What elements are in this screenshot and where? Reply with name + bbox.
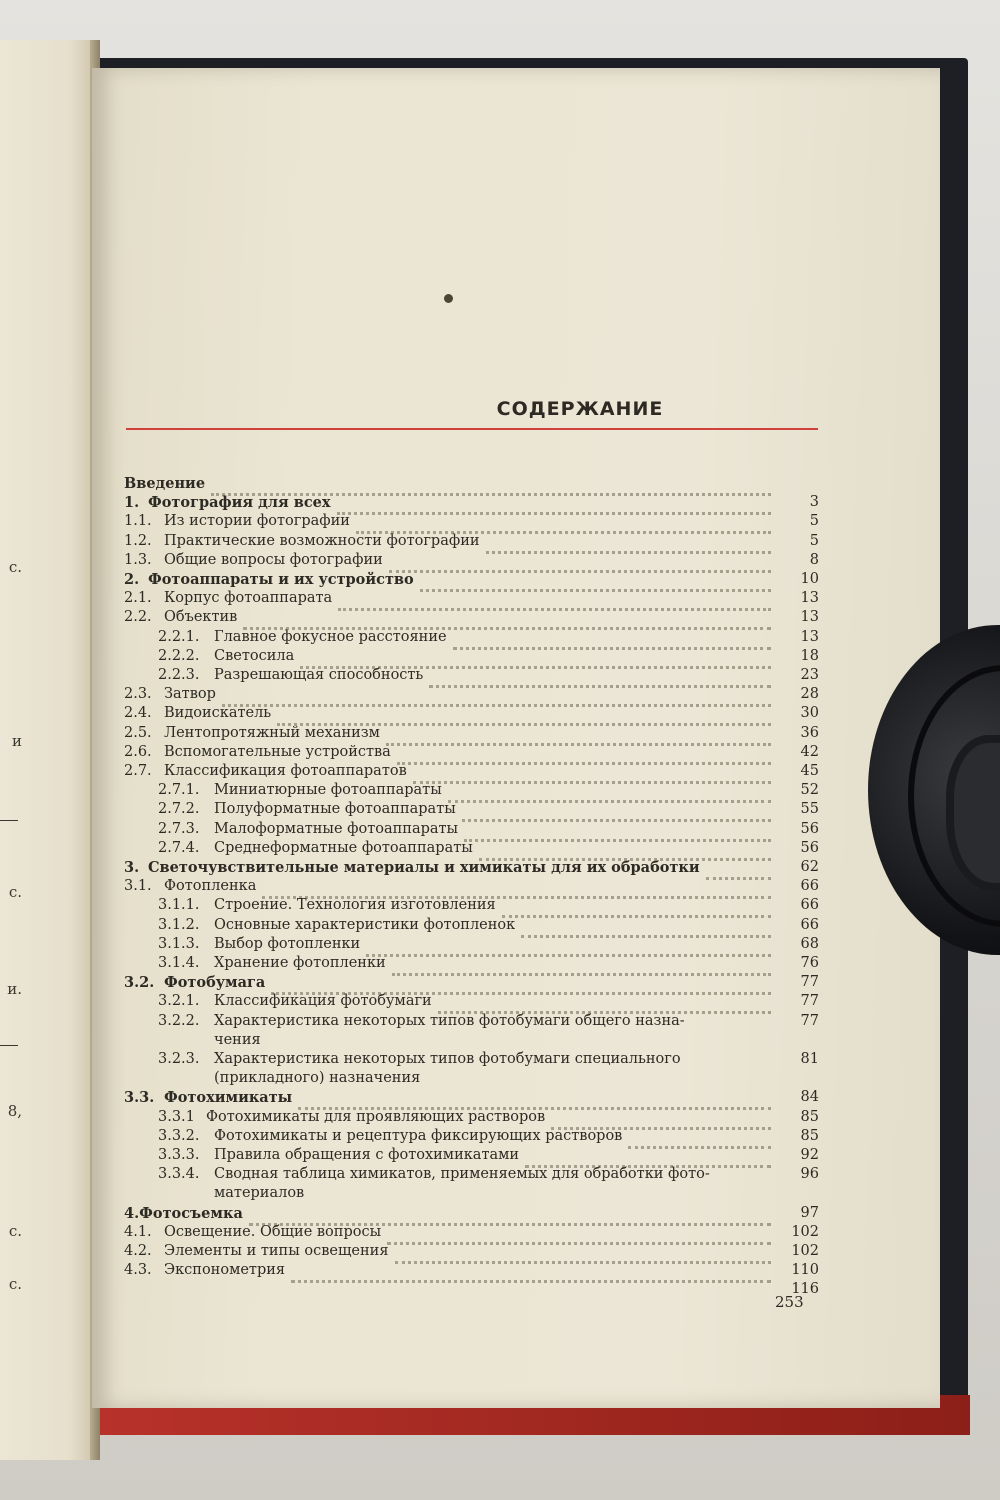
toc-leader-dots xyxy=(551,1109,771,1130)
dust-spot xyxy=(444,294,453,303)
toc-leader-dots xyxy=(420,571,771,592)
toc-entry-page: 110 xyxy=(791,1262,819,1279)
toc-leader-dots xyxy=(291,1262,771,1283)
toc-entry-text: Вспомогательные устройства xyxy=(164,743,391,760)
toc-entry xyxy=(124,1281,819,1303)
toc-entry-page: 102 xyxy=(791,1243,819,1259)
toc-entry-page: 68 xyxy=(800,935,819,952)
toc-entry-number: 2.1. xyxy=(124,590,152,607)
toc-entry-number: 3.2.2. xyxy=(158,1012,200,1029)
toc-leader-dots xyxy=(243,609,771,630)
toc-entry-text: Практические возможности фотографии xyxy=(164,532,480,549)
toc-entry-page: 96 xyxy=(800,1166,819,1183)
toc-entry-text: Фотопленка xyxy=(164,878,257,895)
toc-entry-page: 92 xyxy=(800,1147,819,1163)
toc-entry-page: 66 xyxy=(800,878,819,895)
toc-entry-text: Выбор фотопленки xyxy=(214,935,361,952)
toc-entry-page: 62 xyxy=(800,859,819,875)
left-page-fragment: с. xyxy=(8,1275,22,1293)
toc-leader-dots xyxy=(413,763,771,784)
left-page xyxy=(0,40,100,1460)
page-title: СОДЕРЖАНИЕ xyxy=(496,398,664,420)
toc-entry-page: 18 xyxy=(800,647,819,664)
toc-entry-number: 3.3.3. xyxy=(158,1147,200,1163)
toc-entry-number: 1. xyxy=(124,494,140,512)
toc-entry-page: 8 xyxy=(809,551,819,568)
toc-entry-number: 2.2.3. xyxy=(158,667,200,683)
left-page-fragment: и xyxy=(12,732,22,750)
toc-entry-page: 10 xyxy=(800,571,819,587)
toc-entry-text: Сводная таблица химикатов, применяемых для обработки фото- xyxy=(214,1166,710,1183)
left-page-fragment: с. xyxy=(8,883,22,901)
toc-entry-text: Характеристика некоторых типов фотобумаги общего назна- xyxy=(214,1012,685,1029)
toc-leader-dots xyxy=(462,801,771,822)
toc-entry-text: Фотохимикаты для проявляющих растворов xyxy=(206,1108,546,1125)
toc-entry-page: 52 xyxy=(800,782,819,799)
toc-entry-number: 3.2.1. xyxy=(158,993,200,1010)
toc-entry-number: 2.3. xyxy=(124,686,152,703)
toc-entry-page: 102 xyxy=(791,1223,819,1240)
toc-entry-page: 30 xyxy=(800,705,819,722)
toc-entry-text: Фотография для всех xyxy=(148,494,331,512)
toc-entry-text: Фотохимикаты и рецептура фиксирующих растворов xyxy=(214,1127,623,1144)
toc-leader-dots xyxy=(525,1147,771,1168)
toc-entry-text: Объектив xyxy=(164,609,238,626)
toc-entry-continuation: материалов xyxy=(214,1185,305,1202)
toc-entry-text: Фотоаппараты и их устройство xyxy=(148,571,414,588)
toc-entry-text: Лентопротяжный механизм xyxy=(164,724,380,741)
toc-leader-dots xyxy=(448,782,771,803)
toc-leader-dots xyxy=(706,859,771,880)
left-page-fragment: с. xyxy=(8,558,22,576)
toc-entry-text: Правила обращения с фотохимикатами xyxy=(214,1147,520,1163)
toc-entry-page: 81 xyxy=(800,1051,819,1067)
toc-entry-page: 42 xyxy=(800,743,819,760)
toc-leader-dots xyxy=(502,897,771,918)
toc-entry-number: 2.7.4. xyxy=(158,839,200,856)
toc-leader-dots xyxy=(395,1243,771,1264)
toc-entry-text: Освещение. Общие вопросы xyxy=(164,1223,382,1240)
toc-entry-page: 84 xyxy=(800,1089,819,1106)
toc-leader-dots xyxy=(386,725,771,746)
toc-entry-page: 55 xyxy=(800,801,819,818)
toc-entry-number: 2.5. xyxy=(124,724,152,741)
toc-entry-text: Экспонометрия xyxy=(164,1262,286,1279)
toc-leader-dots xyxy=(521,917,771,938)
toc-entry-number: 3.1.2. xyxy=(158,916,200,933)
toc-leader-dots xyxy=(298,1089,771,1110)
toc-entry-page: 56 xyxy=(800,820,819,837)
toc-entry-page: 77 xyxy=(800,974,819,991)
toc-entry-text: Из истории фотографии xyxy=(164,513,350,530)
toc-entry-number: 3. xyxy=(124,859,140,876)
toc-leader-dots xyxy=(262,878,771,899)
toc-entry-number: 2.7. xyxy=(124,763,152,779)
toc-leader-dots xyxy=(397,744,771,765)
toc-entry-number: 2.2.2. xyxy=(158,647,200,664)
toc-entry-number: 1.1. xyxy=(124,513,152,530)
toc-entry-page: 76 xyxy=(800,955,819,971)
toc-entry-number: 4.2. xyxy=(124,1243,152,1259)
left-page-rule xyxy=(0,1045,18,1046)
toc-entry-text: Введение xyxy=(124,475,206,492)
toc-entry-number: 4.3. xyxy=(124,1262,152,1279)
toc-entry-number: 3.3.1 xyxy=(158,1108,195,1125)
toc-entry-number: 2.7.1. xyxy=(158,782,200,799)
toc-entry-number: 2.2. xyxy=(124,609,152,626)
toc-entry-page: 77 xyxy=(800,993,819,1010)
left-page-fragment: с. xyxy=(8,1222,22,1240)
toc-entry-text: 4.Фотосъемка xyxy=(124,1204,243,1222)
toc-entry-page: 5 xyxy=(809,532,819,549)
left-page-fragment: 8, xyxy=(7,1102,22,1120)
toc-leader-dots xyxy=(389,552,771,573)
toc-entry-text: Фотобумага xyxy=(164,974,266,992)
toc-entry-page: 77 xyxy=(800,1012,819,1029)
toc-leader-dots xyxy=(628,1128,771,1149)
toc-entry-text: Общие вопросы фотографии xyxy=(164,551,383,568)
toc-entry-number: 1.3. xyxy=(124,551,152,568)
toc-entry-text: Строение. Технология изготовления xyxy=(214,897,496,914)
toc-entry-page: 13 xyxy=(800,590,819,607)
toc-entry-page: 85 xyxy=(800,1108,819,1125)
toc-leader-dots xyxy=(366,936,771,957)
toc-leader-dots xyxy=(387,1224,771,1245)
toc-entry-page: 13 xyxy=(800,628,819,645)
toc-leader-dots xyxy=(438,993,771,1014)
toc-entry-number: 3.1. xyxy=(124,878,152,895)
toc-entry-continuation: (прикладного) назначения xyxy=(214,1070,421,1087)
toc-entry-text: Классификация фотоаппаратов xyxy=(164,763,407,779)
toc-entry-page: 97 xyxy=(800,1204,819,1221)
left-page-fragment: и. xyxy=(7,980,22,998)
toc-entry-continuation: чения xyxy=(214,1031,261,1048)
toc-entry-text: Элементы и типы освещения xyxy=(164,1243,389,1259)
toc-leader-dots xyxy=(479,840,771,861)
toc-leader-dots xyxy=(464,821,771,842)
toc-entry-text: Полуформатные фотоаппараты xyxy=(214,801,456,818)
toc-entry-number: 2.7.2. xyxy=(158,801,200,818)
toc-entry-number: 1.2. xyxy=(124,532,152,549)
toc-entry-text: Светочувствительные материалы и химикаты для их обработки xyxy=(148,859,700,876)
toc-leader-dots xyxy=(337,494,771,515)
toc-entry-text: Малоформатные фотоаппараты xyxy=(214,820,459,837)
toc-entry-text: Затвор xyxy=(164,686,216,703)
toc-leader-dots xyxy=(356,513,771,534)
toc-entry-text: Характеристика некоторых типов фотобумаги специального xyxy=(214,1051,681,1067)
toc-leader-dots xyxy=(486,533,771,554)
toc-entry-number: 2.2.1. xyxy=(158,628,200,645)
toc-entry-number: 3.3. xyxy=(124,1089,155,1107)
toc-entry-number: 2.7.3. xyxy=(158,820,200,837)
toc-entry-number: 3.2.3. xyxy=(158,1051,200,1067)
toc-leader-dots xyxy=(392,955,771,976)
toc-entry-text: Классификация фотобумаги xyxy=(214,993,432,1010)
toc-entry-page: 23 xyxy=(800,667,819,683)
toc-leader-dots xyxy=(338,590,771,611)
toc-entry-text: Среднеформатные фотоаппараты xyxy=(214,839,473,856)
toc-entry-number: 3.2. xyxy=(124,974,155,992)
toc-entry-number: 3.3.2. xyxy=(158,1127,200,1144)
toc-entry-text: Светосила xyxy=(214,647,295,664)
toc-entry-text: Миниатюрные фотоаппараты xyxy=(214,782,442,799)
toc-leader-dots xyxy=(277,705,771,726)
left-page-rule xyxy=(0,820,18,821)
toc-entry-page: 85 xyxy=(800,1127,819,1144)
toc-entry-text: Разрешающая способность xyxy=(214,667,424,683)
toc-entry-number: 2. xyxy=(124,571,140,588)
toc-entry-number: 3.1.3. xyxy=(158,935,200,952)
toc-entry-number: 4.1. xyxy=(124,1223,152,1240)
toc-entry-text: Видоискатель xyxy=(164,705,272,722)
toc-leader-dots xyxy=(271,974,771,995)
title-divider xyxy=(126,428,818,430)
toc-entry-page: 28 xyxy=(800,686,819,703)
toc-leader-dots xyxy=(249,1205,771,1226)
toc-entry-page: 45 xyxy=(800,763,819,779)
toc-leader-dots xyxy=(453,629,771,650)
toc-entry-text: Корпус фотоаппарата xyxy=(164,590,333,607)
toc-entry-text: Основные характеристики фотопленок xyxy=(214,916,516,933)
toc-entry-page: 5 xyxy=(809,513,819,530)
toc-entry-text: Главное фокусное расстояние xyxy=(214,628,447,645)
toc-entry-page: 36 xyxy=(800,724,819,741)
toc-entry-page: 116 xyxy=(791,1281,819,1298)
toc-entry-page: 66 xyxy=(800,897,819,914)
toc-leader-dots xyxy=(300,648,771,669)
toc-entry-page: 3 xyxy=(809,494,819,511)
toc-entry-number: 3.3.4. xyxy=(158,1166,200,1183)
page-number: 253 xyxy=(775,1293,804,1311)
toc-entry-page: 66 xyxy=(800,916,819,933)
toc-leader-dots xyxy=(222,686,771,707)
toc-entry-page: 56 xyxy=(800,839,819,856)
toc-entry-number: 3.1.4. xyxy=(158,955,200,971)
toc-entry-text: Фотохимикаты xyxy=(164,1089,293,1107)
toc-entry-number: 2.4. xyxy=(124,705,152,722)
toc-entry-number: 3.1.1. xyxy=(158,897,200,914)
toc-leader-dots xyxy=(429,667,771,688)
toc-leader-dots xyxy=(211,475,771,496)
toc-entry-text: Хранение фотопленки xyxy=(214,955,386,971)
toc-entry-page: 13 xyxy=(800,609,819,626)
toc-entry-number: 2.6. xyxy=(124,743,152,760)
